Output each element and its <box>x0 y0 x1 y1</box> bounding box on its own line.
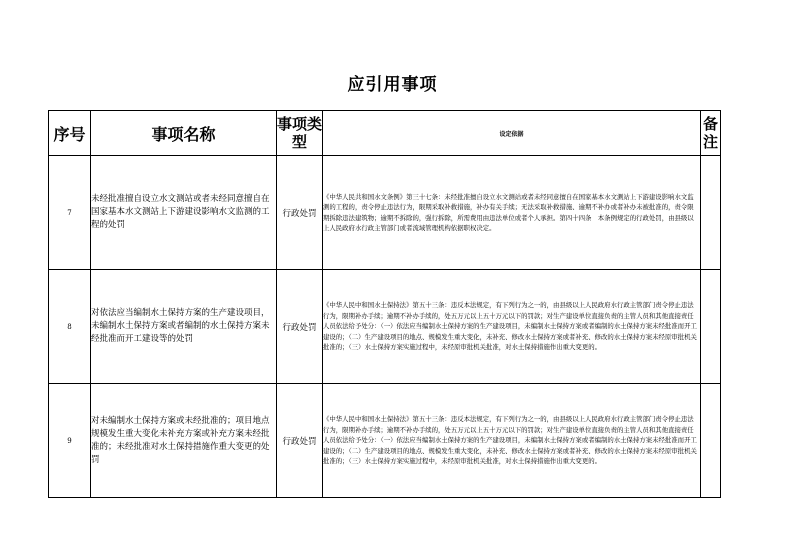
table-row <box>49 270 721 384</box>
row-matter-type: 行政处罚 <box>277 156 323 270</box>
table-row <box>49 156 721 270</box>
row-matter-type: 行政处罚 <box>277 270 323 384</box>
row-legal-basis: 《中华人民中和国水土保持法》第五十三条：违反本法规定，有下列行为之一的，由县级以上人民政府水行政主管部门责令停止违法行为，限期补办手续；逾期不补办手续的，处五万元以上五十万元以下的罚款；对生产建设单位直接负责的主管人员和其他直接责任人员依法给予处分：（一）依法应当编制水土保持方案的生产建设项目，未编制水土保持方案或者编制的水土保持方案未经批准而开工建设的；（二）生产建设项目的地点、规模发生重大变化，未补充、修改水土保持方案或者补充、修改的水土保持方案未经原审批机关批准的；（三）水土保持方案实施过程中，未经原审批机关批准，对水土保持措施作出重大变更的。 <box>323 384 701 498</box>
document-title: 应引用事项 <box>347 75 438 95</box>
header-type: 事项类型 <box>277 111 323 156</box>
row-remark <box>701 156 721 270</box>
row-remark <box>701 270 721 384</box>
table-header-row <box>49 111 721 156</box>
header-basis: 设定依据 <box>323 111 701 156</box>
row-legal-basis: 《中华人民共和国水文条例》第三十七条：未经批准擅自设立水文测站或者未经同意擅自在国家基本水文测站上下游建设影响水文监测的工程的，责令停止违法行为，限期采取补救措施，补办有关手续；无法采取补救措施、逾期不补办或者补办未被批准的，责令限期拆除违法建筑物；逾期不拆除的，强行拆除，所需费用由违法单位或者个人承担。第四十四条 本条例规定的行政处罚，由县级以上人民政府水行政主管部门或者流域管理机构依据职权决定。 <box>323 156 701 270</box>
header-name: 事项名称 <box>91 111 277 156</box>
row-serial: 7 <box>49 156 91 270</box>
row-legal-basis: 《中华人民中和国水土保持法》第五十三条：违反本法规定，有下列行为之一的，由县级以上人民政府水行政主管部门责令停止违法行为，限期补办手续；逾期不补办手续的，处五万元以上五十万元以下的罚款；对生产建设单位直接负责的主管人员和其他直接责任人员依法给予处分：（一）依法应当编制水土保持方案的生产建设项目，未编制水土保持方案或者编制的水土保持方案未经批准而开工建设的；（二）生产建设项目的地点、规模发生重大变化，未补充、修改水土保持方案或者补充、修改的水土保持方案未经原审批机关批准的；（三）水土保持方案实施过程中，未经原审批机关批准，对水土保持措施作出重大变更的。 <box>323 270 701 384</box>
matters-table <box>48 110 721 498</box>
row-matter-type: 行政处罚 <box>277 384 323 498</box>
row-serial: 9 <box>49 384 91 498</box>
row-matter-name: 对依法应当编制水土保持方案的生产建设项目，未编制水土保持方案或者编制的水土保持方案未经批准而开工建设等的处罚 <box>91 270 277 384</box>
row-remark <box>701 384 721 498</box>
row-matter-name: 未经批准擅自设立水文测站或者未经同意擅自在国家基本水文测站上下游建设影响水文监测的工程的处罚 <box>91 156 277 270</box>
row-serial: 8 <box>49 270 91 384</box>
row-matter-name: 对未编制水土保持方案或未经批准的；项目地点规模发生重大变化未补充方案或补充方案未经批准的；未经批准对水土保持措施作重大变更的处罚 <box>91 384 277 498</box>
header-remark: 备注 <box>701 111 721 156</box>
table-row <box>49 384 721 498</box>
header-serial: 序号 <box>49 111 91 156</box>
